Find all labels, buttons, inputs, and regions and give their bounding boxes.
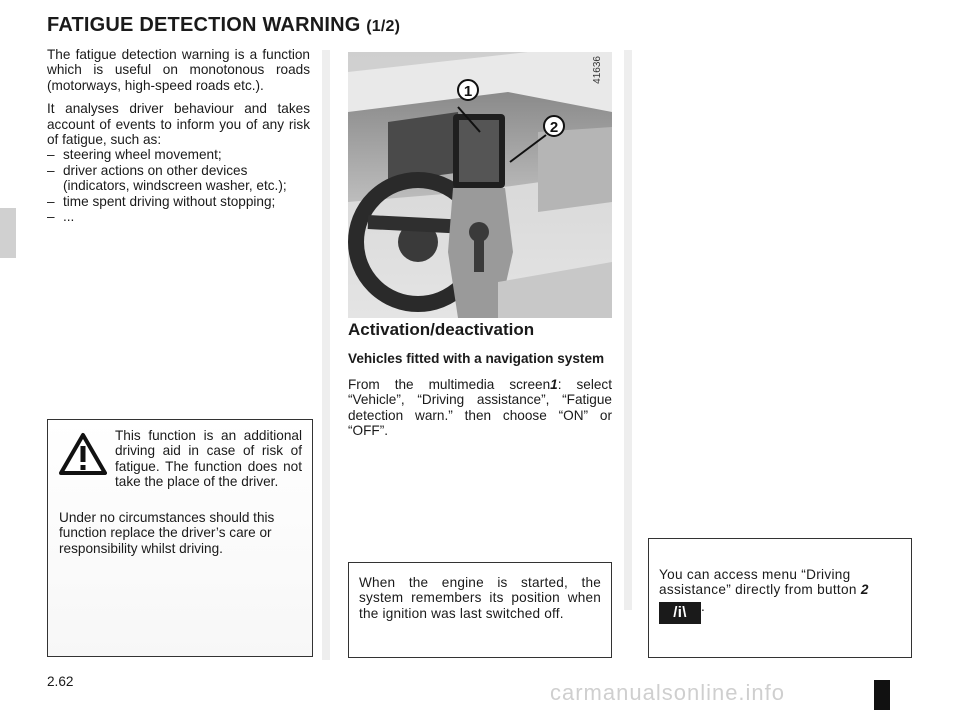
column-separator bbox=[624, 50, 632, 610]
title-text: FATIGUE DETECTION WARNING bbox=[47, 14, 361, 36]
warning-text bbox=[59, 428, 302, 565]
list-item: – driver actions on other devices (indicators, windscreen washer, etc.); bbox=[47, 162, 287, 194]
intro-paragraph: The fatigue detection warning is a function which is useful on monotonous roads (motorways, high-speed roads etc.). bbox=[47, 47, 310, 93]
page-number: 2.62 bbox=[47, 674, 74, 689]
intro-paragraph: It analyses driver behaviour and takes account of events to inform you of any risk of fatigue, such as: bbox=[47, 101, 310, 148]
warning-paragraph: Under no circumstances should this function replace the driver’s care or responsibility whilst driving. bbox=[59, 510, 275, 556]
fatigue-factor-list bbox=[47, 147, 310, 224]
callout-1-label: 1 bbox=[463, 83, 473, 100]
section-subheading: Vehicles fitted with a navigation system bbox=[348, 351, 605, 367]
tip-text: You can access menu “Driving assistance” directly from button 2 /i\ . bbox=[659, 567, 901, 624]
list-item: – steering wheel movement; bbox=[47, 147, 222, 163]
column-separator bbox=[322, 50, 330, 660]
figure-reference-number: 41636 bbox=[592, 56, 603, 84]
corner-mark bbox=[874, 680, 890, 710]
dashboard-illustration bbox=[348, 52, 612, 318]
warning-box bbox=[47, 419, 313, 657]
section-heading: Activation/deactivation bbox=[348, 320, 535, 339]
watermark: carmanualsonline.info bbox=[550, 680, 786, 705]
callout-2-label: 2 bbox=[549, 119, 559, 136]
page-title bbox=[47, 14, 400, 37]
intro-column bbox=[47, 47, 310, 224]
title-part: (1/2) bbox=[366, 18, 401, 35]
tip-box bbox=[648, 538, 912, 658]
page-side-tab bbox=[0, 208, 16, 258]
activation-section bbox=[348, 318, 612, 438]
note-box bbox=[348, 562, 612, 658]
dashboard-drawing bbox=[348, 52, 612, 318]
activation-instructions: From the multimedia screen1: select “Vehicle”, “Driving assistance”, “Fatigue detection warn.” then choose “ON” or “OFF”. bbox=[348, 376, 612, 439]
list-item: – time spent driving without stopping; bbox=[47, 193, 276, 209]
warning-paragraph: This function is an additional driving aid in case of risk of fatigue. The function does not take the place of the driver. bbox=[115, 428, 302, 490]
driving-assist-button-icon: /i\ bbox=[659, 602, 701, 624]
list-item: – ... bbox=[47, 209, 75, 225]
note-text: When the engine is started, the system remembers its position when the ignition was last switched off. bbox=[359, 575, 601, 621]
